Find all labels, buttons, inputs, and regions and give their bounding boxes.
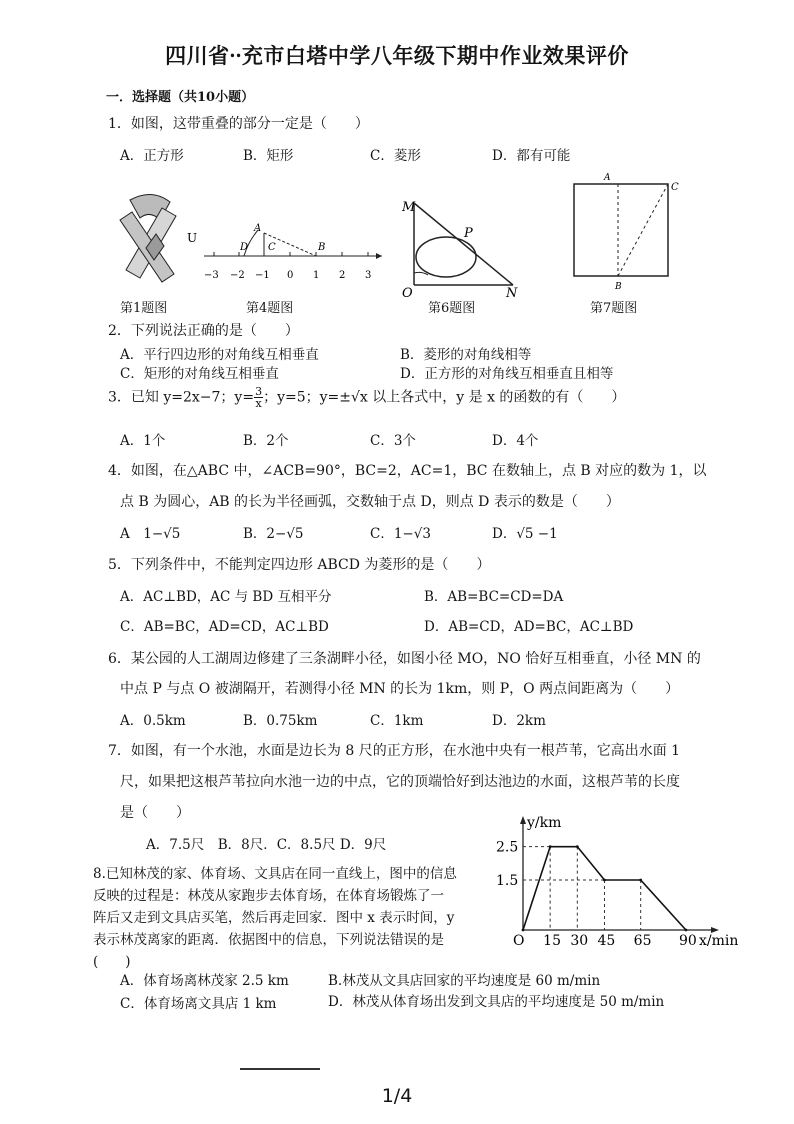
q4-option-a: A 1−√5 (120, 526, 181, 542)
section-heading: 一．选择题（共10小题） (106, 90, 255, 105)
q4-line-2: 点 B 为圆心，AB 的长为半径画弧，交数轴于点 D，则点 D 表示的数是（ ） (120, 494, 620, 510)
q2-option-c: C．矩形的对角线互相垂直 (120, 366, 279, 382)
q2-option-a: A．平行四边形的对角线互相垂直 (120, 347, 319, 363)
q3-option-c: C．3个 (370, 433, 416, 449)
q4-option-b: B．2−√5 (243, 526, 304, 542)
chart-y-arrow (520, 816, 526, 824)
chart-point-4 (639, 879, 642, 882)
chart-y-label: y/km (527, 815, 562, 831)
q8-option-c: C．体育场离文具店 1 km (120, 996, 277, 1012)
fig4-label-d: D (240, 242, 249, 253)
q8-line-4: 表示林茂离家的距离．依据图中的信息，下列说法错误的是 (93, 932, 444, 948)
fig4-caption: 第4题图 (246, 301, 294, 316)
scribble-mark (240, 1068, 320, 1070)
q8-line-3: 阵后又走到文具店买笔，然后再走回家．图中 x 表示时间，y (93, 910, 455, 926)
q3-stem (108, 386, 625, 409)
q8-line-2: 反映的过程是：林茂从家跑步去体育场，在体育场锻炼了一 (93, 888, 444, 904)
q2-option-b: B．菱形的对角线相等 (400, 347, 532, 363)
fig6-caption: 第6题图 (428, 301, 476, 316)
q5-option-c: C．AB=BC，AD=CD，AC⊥BD (120, 619, 329, 635)
q3-fraction-numerator: 3 (255, 385, 263, 398)
chart-point-3 (603, 879, 606, 882)
q6-option-c: C．1km (370, 713, 424, 729)
fig4-tick-0: 0 (287, 270, 294, 281)
svg-text:U: U (187, 231, 198, 245)
q8-option-d: D．林茂从体育场出发到文具店的平均速度是 50 m/min (328, 994, 665, 1010)
q3-stem-part-a: 3．已知 y=2x−7；y= (108, 389, 255, 406)
q3-option-a: A．1个 (120, 433, 166, 449)
chart-x-label: x/min (699, 933, 739, 949)
fig4-label-c: C (268, 242, 276, 253)
fig6-label-o: O (402, 286, 413, 300)
q6-option-a: A．0.5km (120, 713, 186, 729)
q1-option-b: B．矩形 (243, 148, 294, 164)
q4-line-1: 4．如图，在△ABC 中，∠ACB=90°，BC=2，AC=1，BC 在数轴上，点 B 对应的数为 1，以 (108, 463, 707, 479)
chart-y-tick-1.5: 1.5 (496, 873, 519, 889)
fig4-label-b: B (318, 242, 326, 253)
q6-option-d: D．2km (492, 713, 546, 729)
fig4-label-a: A (254, 223, 262, 234)
chart-x-tick-3: 45 (597, 933, 616, 949)
q4-option-c: C．1−√3 (370, 526, 431, 542)
q1-option-c: C．菱形 (370, 148, 421, 164)
q5-option-b: B．AB=BC=CD=DA (424, 589, 564, 605)
q6-line-2: 中点 P 与点 O 被湖隔开，若测得小径 MN 的长为 1km，则 P，O 两点间距离为（ ） (120, 681, 680, 697)
chart-x-tick-4: 65 (633, 933, 652, 949)
chart-x-tick-2: 30 (570, 933, 589, 949)
q8-option-a: A．体育场离林茂家 2.5 km (120, 973, 289, 989)
fig6-label-n: N (506, 286, 518, 300)
q3-fraction (254, 386, 263, 409)
fig4-tick-3: 3 (365, 270, 372, 281)
fig7-label-b: B (615, 282, 622, 292)
q1-stem: 1．如图，这带重叠的部分一定是（ ） (108, 116, 369, 132)
chart-point-1 (549, 845, 552, 848)
fig7-caption: 第7题图 (590, 301, 638, 316)
fig7-label-c: C (671, 182, 679, 193)
chart-point-2 (576, 845, 579, 848)
q8-line-5: ( ) (93, 954, 131, 970)
chart-y-tick-2.5: 2.5 (496, 839, 519, 856)
q3-option-b: B．2个 (243, 433, 289, 449)
q6-option-b: B．0.75km (243, 713, 318, 729)
q3-option-d: D．4个 (492, 433, 539, 449)
q8-distance-time-chart (495, 812, 740, 952)
page-title: 四川省⸱⸱充市白塔中学八年级下期中作业效果评价 (165, 44, 629, 68)
fig6-label-m: M (402, 200, 416, 215)
fig4-tick-minus2: −2 (230, 270, 245, 281)
chart-x-tick-5: 90 (678, 933, 697, 949)
fig7-label-a: A (604, 173, 611, 183)
fig6-label-p: P (464, 226, 473, 241)
q7-line-3: 是（ ） (120, 805, 190, 821)
q8-line-1: 8.已知林茂的家、体育场、文具店在同一直线上，图中的信息 (93, 866, 457, 882)
q5-stem: 5．下列条件中，不能判定四边形 ABCD 为菱形的是（ ） (108, 557, 491, 573)
q4-option-d: D．√5 −1 (492, 526, 558, 542)
q1-option-d: D．都有可能 (492, 148, 571, 164)
q5-option-d: D．AB=CD，AD=BC，AC⊥BD (424, 619, 634, 635)
q6-line-1: 6．某公园的人工湖周边修建了三条湖畔小径，如图小径 MO，NO 恰好互相垂直，小径 MN 的 (108, 651, 701, 667)
q8-option-b: B.林茂从文具店回家的平均速度是 60 m/min (328, 973, 601, 989)
fig4-tick-1: 1 (313, 270, 320, 281)
q1-option-a: A．正方形 (120, 148, 184, 164)
q2-option-d: D．正方形的对角线互相垂直且相等 (400, 366, 614, 382)
q7-line-2: 尺，如果把这根芦苇拉向水池一边的中点，它的顶端恰好到达池边的水面，这根芦苇的长度 (120, 774, 680, 790)
fig4-tick-minus1: −1 (255, 270, 270, 281)
fig4-tick-2: 2 (339, 270, 346, 281)
q7-line-1: 7．如图，有一个水池，水面是边长为 8 尺的正方形，在水池中央有一根芦苇，它高出水面 1 (108, 743, 681, 759)
q7-options: A．7.5尺 B．8尺．C．8.5尺 D．9尺 (146, 837, 387, 853)
fig7-pool-figure (560, 170, 690, 292)
q3-fraction-denominator: x (255, 397, 262, 410)
page-number: 1/4 (381, 1085, 413, 1107)
q2-stem: 2．下列说法正确的是（ ） (108, 323, 299, 339)
chart-x-tick-0: O (513, 933, 525, 949)
fig6-lake-figure (398, 195, 528, 300)
chart-point-5 (685, 929, 688, 932)
chart-x-tick-1: 15 (543, 933, 561, 949)
q5-option-a: A．AC⊥BD，AC 与 BD 互相平分 (120, 589, 332, 605)
chart-point-0 (522, 929, 525, 932)
fig1-caption: 第1题图 (120, 301, 168, 316)
fig4-number-line-figure (196, 218, 386, 290)
fig1-ribbon-figure (112, 190, 202, 290)
q3-stem-part-b: ；y=5；y=±√x 以上各式中，y 是 x 的函数的有（ ） (263, 389, 626, 406)
fig4-tick-minus3: −3 (204, 270, 219, 281)
